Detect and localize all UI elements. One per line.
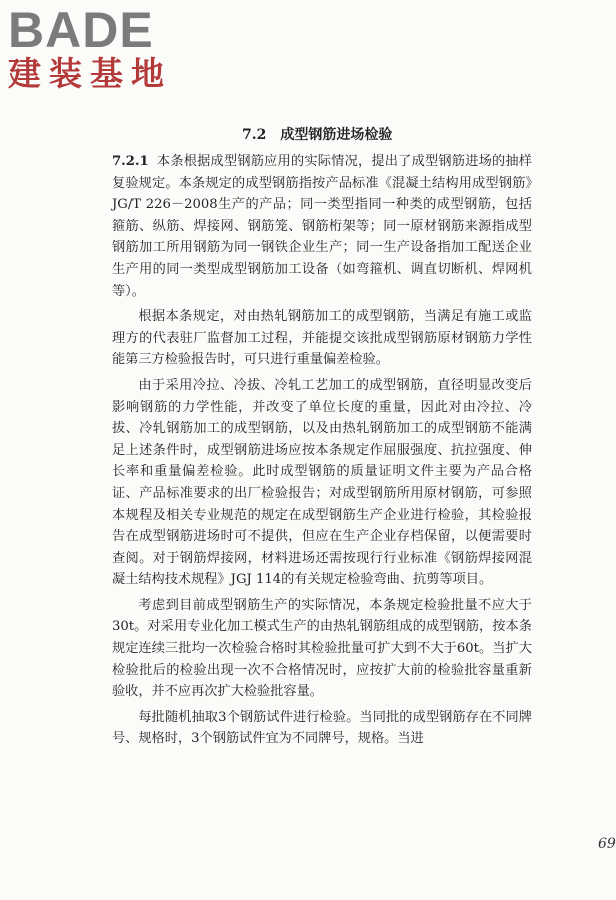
section-heading — [242, 124, 542, 144]
paragraph: 每批随机抽取3个钢筋试件进行检验。当同批的成型钢筋存在不同牌号、规格时，3个钢筋试件宜为不同牌号，规格。当进 — [112, 709, 532, 747]
paragraph-text: 本条根据成型钢筋应用的实际情况，提出了成型钢筋进场的抽样复验规定。本条规定的成型钢筋指按产品标准《混凝土结构用成型钢筋》JG/T 226－2008生产的产品；同一类型指同一种类的成型钢筋，包括箍筋、纵筋、焊接网、钢筋笼、钢筋桁架等；同一原材钢筋来源指成型钢筋加工所用钢筋为同一钢铁企业生产；同一生产设备指加工配送企业生产用的同一类型成型钢筋加工设备（如弯箍机、调直切断机、焊网机等）。 — [112, 154, 532, 299]
clause-number: 7.2.1 — [112, 154, 149, 169]
page-number: 69 — [598, 836, 616, 852]
paragraph — [112, 151, 532, 302]
logo-chinese-text: 建装基地 — [8, 54, 172, 93]
body-text — [112, 151, 532, 754]
section-title-text: 成型钢筋进场检验 — [280, 127, 393, 143]
paragraph: 由于采用冷拉、冷拔、冷轧工艺加工的成型钢筋，直径明显改变后影响钢筋的力学性能，并改变了单位长度的重量，因此对由冷拉、冷拔、冷轧钢筋加工的成型钢筋，以及由热轧钢筋加工的成型钢筋不能满足上述条件时，成型钢筋进场应按本条规定作屈服强度、抗拉强度、伸长率和重量偏差检验。此时成型钢筋的质量证明文件主要为产品合格证、产品标准要求的出厂检验报告；对成型钢筋所用原材钢筋，可参照本规程及相关专业规范的规定在成型钢筋生产企业进行检验，其检验报告在成型钢筋进场时可不提供，但应在生产企业存档保留，以便需要时查阅。对于钢筋焊接网，材料进场还需按现行行业标准《钢筋焊接网混凝土结构技术规程》JGJ 114的有关规定检验弯曲、抗剪等项目。 — [112, 377, 532, 588]
section-number: 7.2 — [242, 127, 267, 143]
publisher-logo — [8, 4, 178, 92]
paragraph: 根据本条规定，对由热轧钢筋加工的成型钢筋，当满足有施工或监理方的代表驻厂监督加工过程，并能提交该批成型钢筋原材钢筋力学性能第三方检验报告时，可只进行重量偏差检验。 — [112, 309, 532, 368]
logo-latin-text: BADE — [8, 2, 154, 58]
paragraph: 考虑到目前成型钢筋生产的实际情况，本条规定检验批量不应大于30t。对采用专业化加工模式生产的由热轧钢筋组成的成型钢筋，按本条规定连续三批均一次检验合格时其检验批量可扩大到不大于60t。当扩大检验批后的检验出现一次不合格情况时，应按扩大前的检验批容量重新验收，并不应再次扩大检验批容量。 — [112, 597, 532, 700]
